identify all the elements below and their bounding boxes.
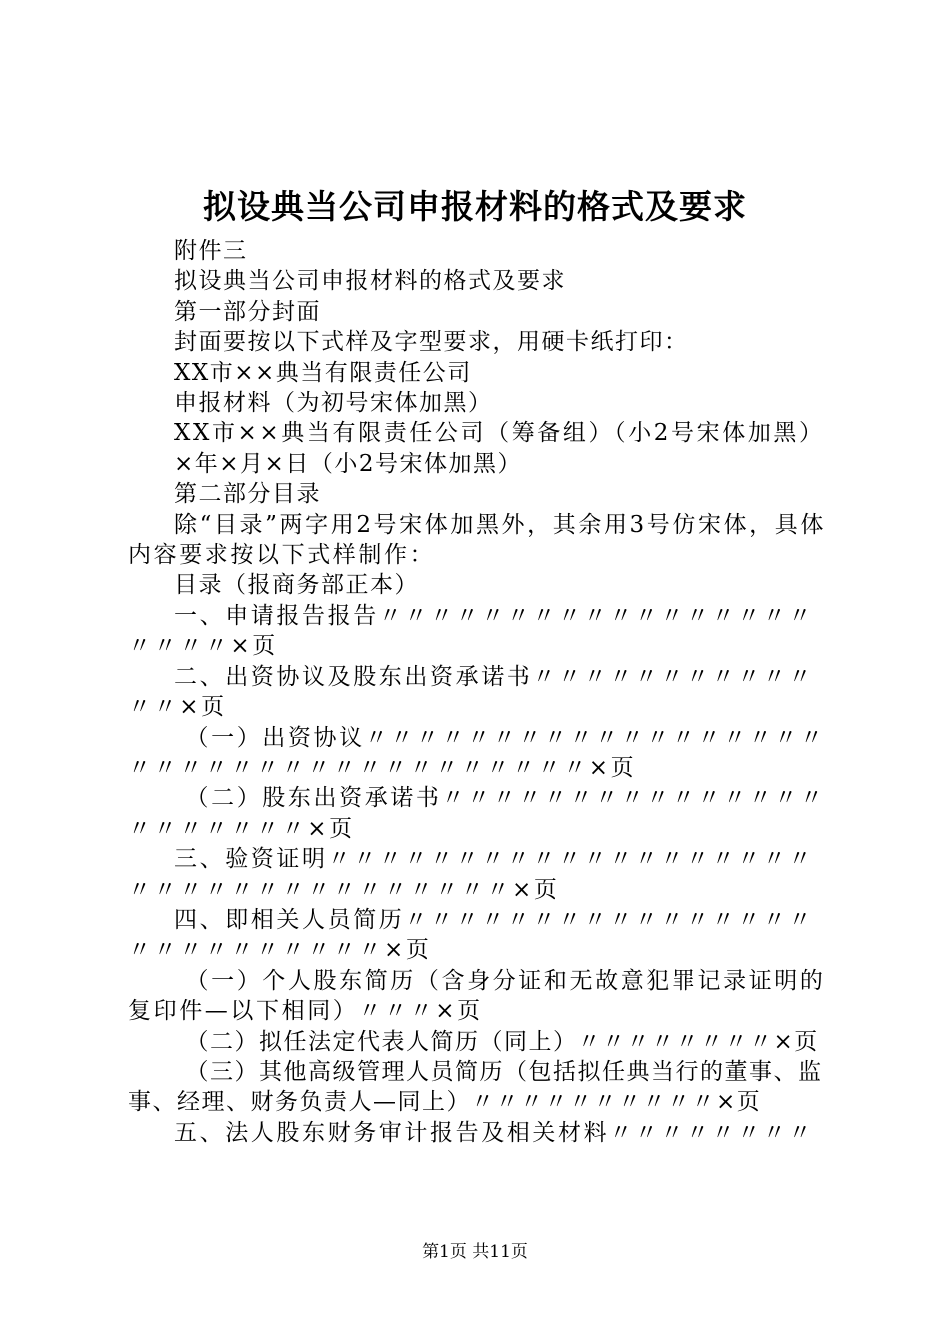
toc-entry: （二）股东出资承诺书〃〃〃〃〃〃〃〃〃〃〃〃〃〃〃〃〃〃〃〃〃〃×页	[128, 785, 826, 842]
document-body	[128, 236, 834, 1148]
toc-entry: （二）拟任法定代表人简历（同上）〃〃〃〃〃〃〃〃×页	[185, 1028, 819, 1055]
toc-entry: 三、验资证明〃〃〃〃〃〃〃〃〃〃〃〃〃〃〃〃〃〃〃〃〃〃〃〃〃〃〃〃〃〃〃〃〃〃×页	[128, 846, 814, 903]
paragraph: 目录（报商务部正本）	[174, 572, 419, 599]
toc-entry: 四、即相关人员简历〃〃〃〃〃〃〃〃〃〃〃〃〃〃〃〃〃〃〃〃〃〃〃〃〃〃×页	[128, 906, 814, 964]
paragraph: 第一部分封面	[174, 298, 321, 325]
paragraph: 第二部分目录	[174, 481, 321, 508]
paragraph: 拟设典当公司申报材料的格式及要求	[174, 268, 566, 295]
paragraph: XX市××典当有限责任公司（筹备组）（小2号宋体加黑）	[174, 420, 825, 447]
paragraph: XX市××典当有限责任公司	[174, 359, 472, 386]
paragraph: 申报材料（为初号宋体加黑）	[174, 390, 493, 417]
toc-entry: 五、法人股东财务审计报告及相关材料〃〃〃〃〃〃〃〃	[174, 1119, 814, 1146]
paragraph: 除“目录”两字用2号宋体加黑外，其余用3号仿宋体，具体内容要求按以下式样制作：	[128, 511, 826, 569]
toc-entry: 一、申请报告报告〃〃〃〃〃〃〃〃〃〃〃〃〃〃〃〃〃〃〃〃〃×页	[128, 602, 814, 660]
toc-entry: （一）个人股东简历（含身分证和无故意犯罪记录证明的复印件—以下相同）〃〃〃×页	[128, 967, 826, 1025]
paragraph: 附件三	[174, 238, 248, 264]
document-title: 拟设典当公司申报材料的格式及要求	[203, 187, 747, 226]
paragraph: ×年×月×日（小2号宋体加黑）	[174, 450, 522, 477]
toc-entry: （一）出资协议〃〃〃〃〃〃〃〃〃〃〃〃〃〃〃〃〃〃〃〃〃〃〃〃〃〃〃〃〃〃〃〃〃〃〃〃×页	[128, 724, 826, 781]
toc-entry: （三）其他高级管理人员简历（包括拟任典当行的董事、监事、经理、财务负责人—同上）〃〃〃〃〃〃〃〃〃〃×页	[128, 1058, 823, 1116]
paragraph: 封面要按以下式样及字型要求，用硬卡纸打印：	[174, 329, 689, 356]
toc-entry: 二、出资协议及股东出资承诺书〃〃〃〃〃〃〃〃〃〃〃〃〃×页	[128, 663, 814, 721]
page-footer: 第1页 共11页	[422, 1242, 528, 1262]
